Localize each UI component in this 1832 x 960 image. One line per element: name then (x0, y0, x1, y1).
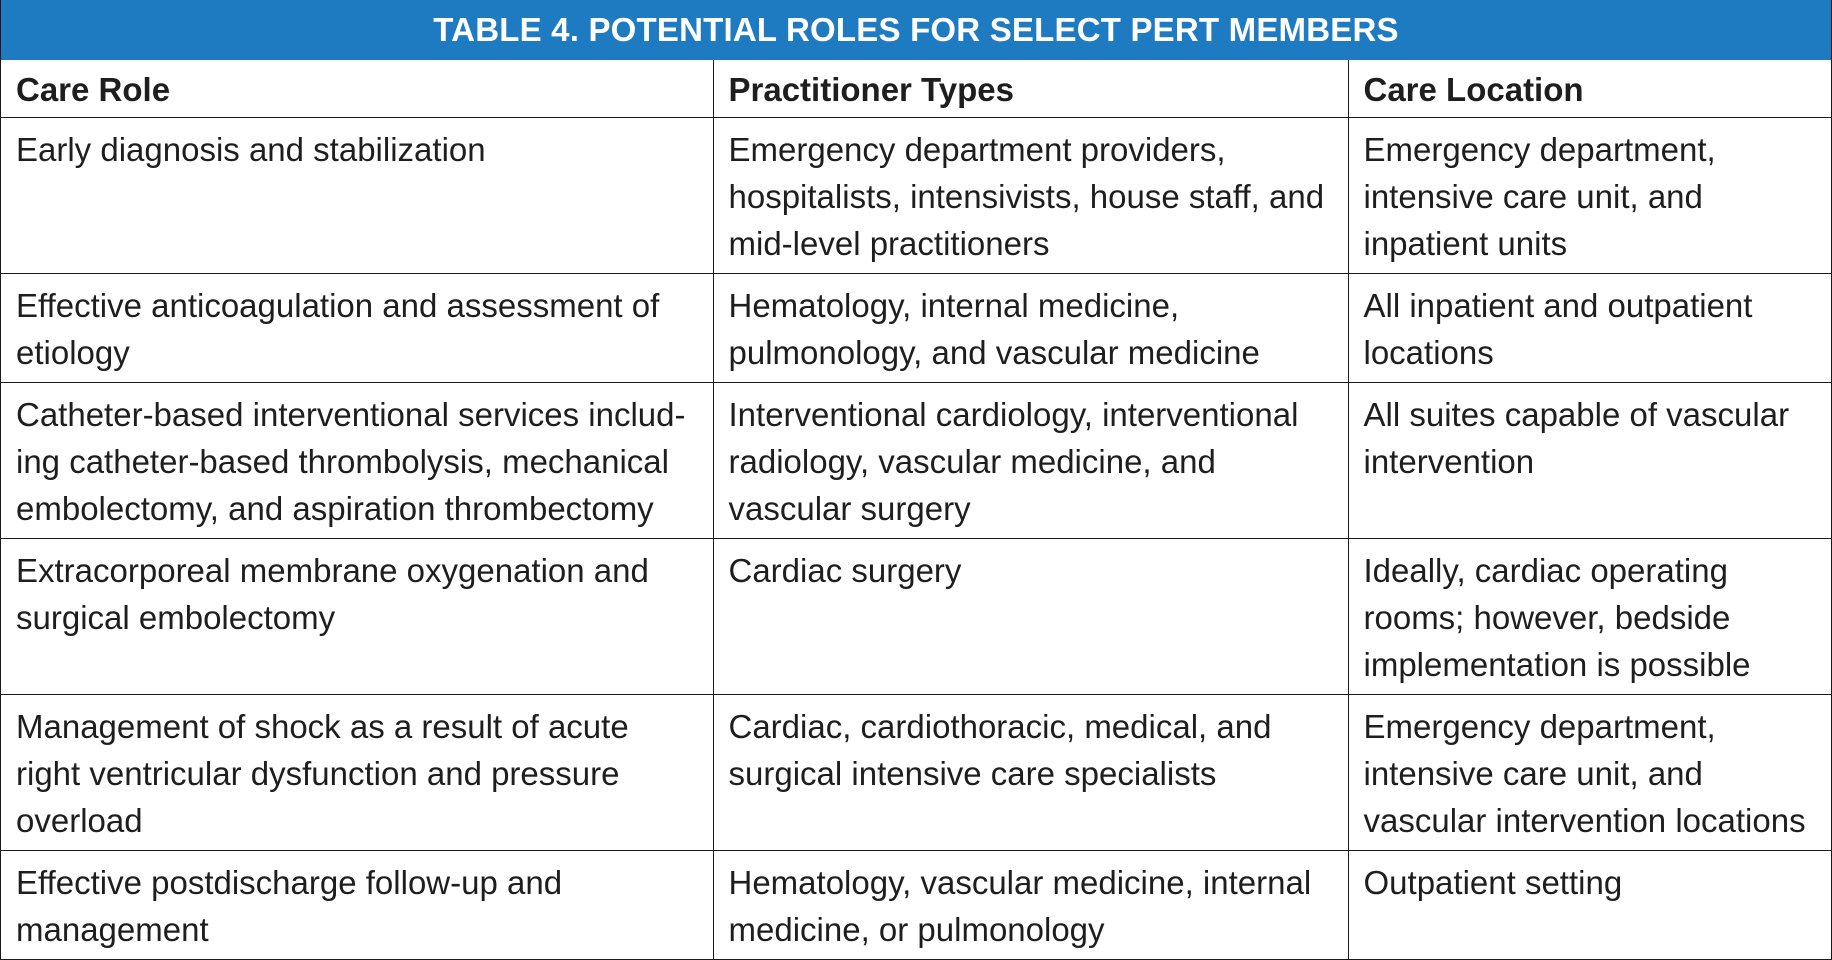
cell-practitioner-types: Hematology, vascular medicine, internal medicine, or pulmonology (713, 851, 1348, 960)
cell-practitioner-types: Hematology, internal medicine, pulmonology, and vascular medicine (713, 274, 1348, 383)
cell-care-role: Catheter-based interventional services includ-ing catheter-based thrombolysis, mechanical embolectomy, and aspiration thrombectomy (1, 383, 713, 539)
cell-care-location: Outpatient setting (1348, 851, 1831, 960)
cell-care-location: Emergency department, intensive care unit, and inpatient units (1348, 118, 1831, 274)
cell-practitioner-types: Emergency department providers, hospitalists, intensivists, house staff, and mid-level practitioners (713, 118, 1348, 274)
cell-care-location: All suites capable of vascular intervention (1348, 383, 1831, 539)
cell-care-location: Ideally, cardiac operating rooms; however, bedside implementation is possible (1348, 539, 1831, 695)
cell-care-role: Effective postdischarge follow-up and management (1, 851, 713, 960)
table-row (1, 274, 1831, 383)
cell-practitioner-types: Cardiac surgery (713, 539, 1348, 695)
table-row (1, 695, 1831, 851)
table-row (1, 539, 1831, 695)
roles-table (1, 60, 1831, 960)
cell-care-role: Management of shock as a result of acute right ventricular dysfunction and pressure overload (1, 695, 713, 851)
table-row (1, 383, 1831, 539)
cell-practitioner-types: Interventional cardiology, interventional radiology, vascular medicine, and vascular surgery (713, 383, 1348, 539)
header-care-location: Care Location (1348, 60, 1831, 118)
cell-care-location: Emergency department, intensive care unit, and vascular intervention locations (1348, 695, 1831, 851)
cell-care-role: Extracorporeal membrane oxygenation and surgical embolectomy (1, 539, 713, 695)
cell-practitioner-types: Cardiac, cardiothoracic, medical, and surgical intensive care specialists (713, 695, 1348, 851)
table-row (1, 118, 1831, 274)
header-practitioner-types: Practitioner Types (713, 60, 1348, 118)
header-care-role: Care Role (1, 60, 713, 118)
table-row (1, 851, 1831, 960)
cell-care-role: Effective anticoagulation and assessment of etiology (1, 274, 713, 383)
cell-care-location: All inpatient and outpatient locations (1348, 274, 1831, 383)
header-row (1, 60, 1831, 118)
cell-care-role: Early diagnosis and stabilization (1, 118, 713, 274)
table-title: TABLE 4. POTENTIAL ROLES FOR SELECT PERT MEMBERS (1, 0, 1831, 60)
